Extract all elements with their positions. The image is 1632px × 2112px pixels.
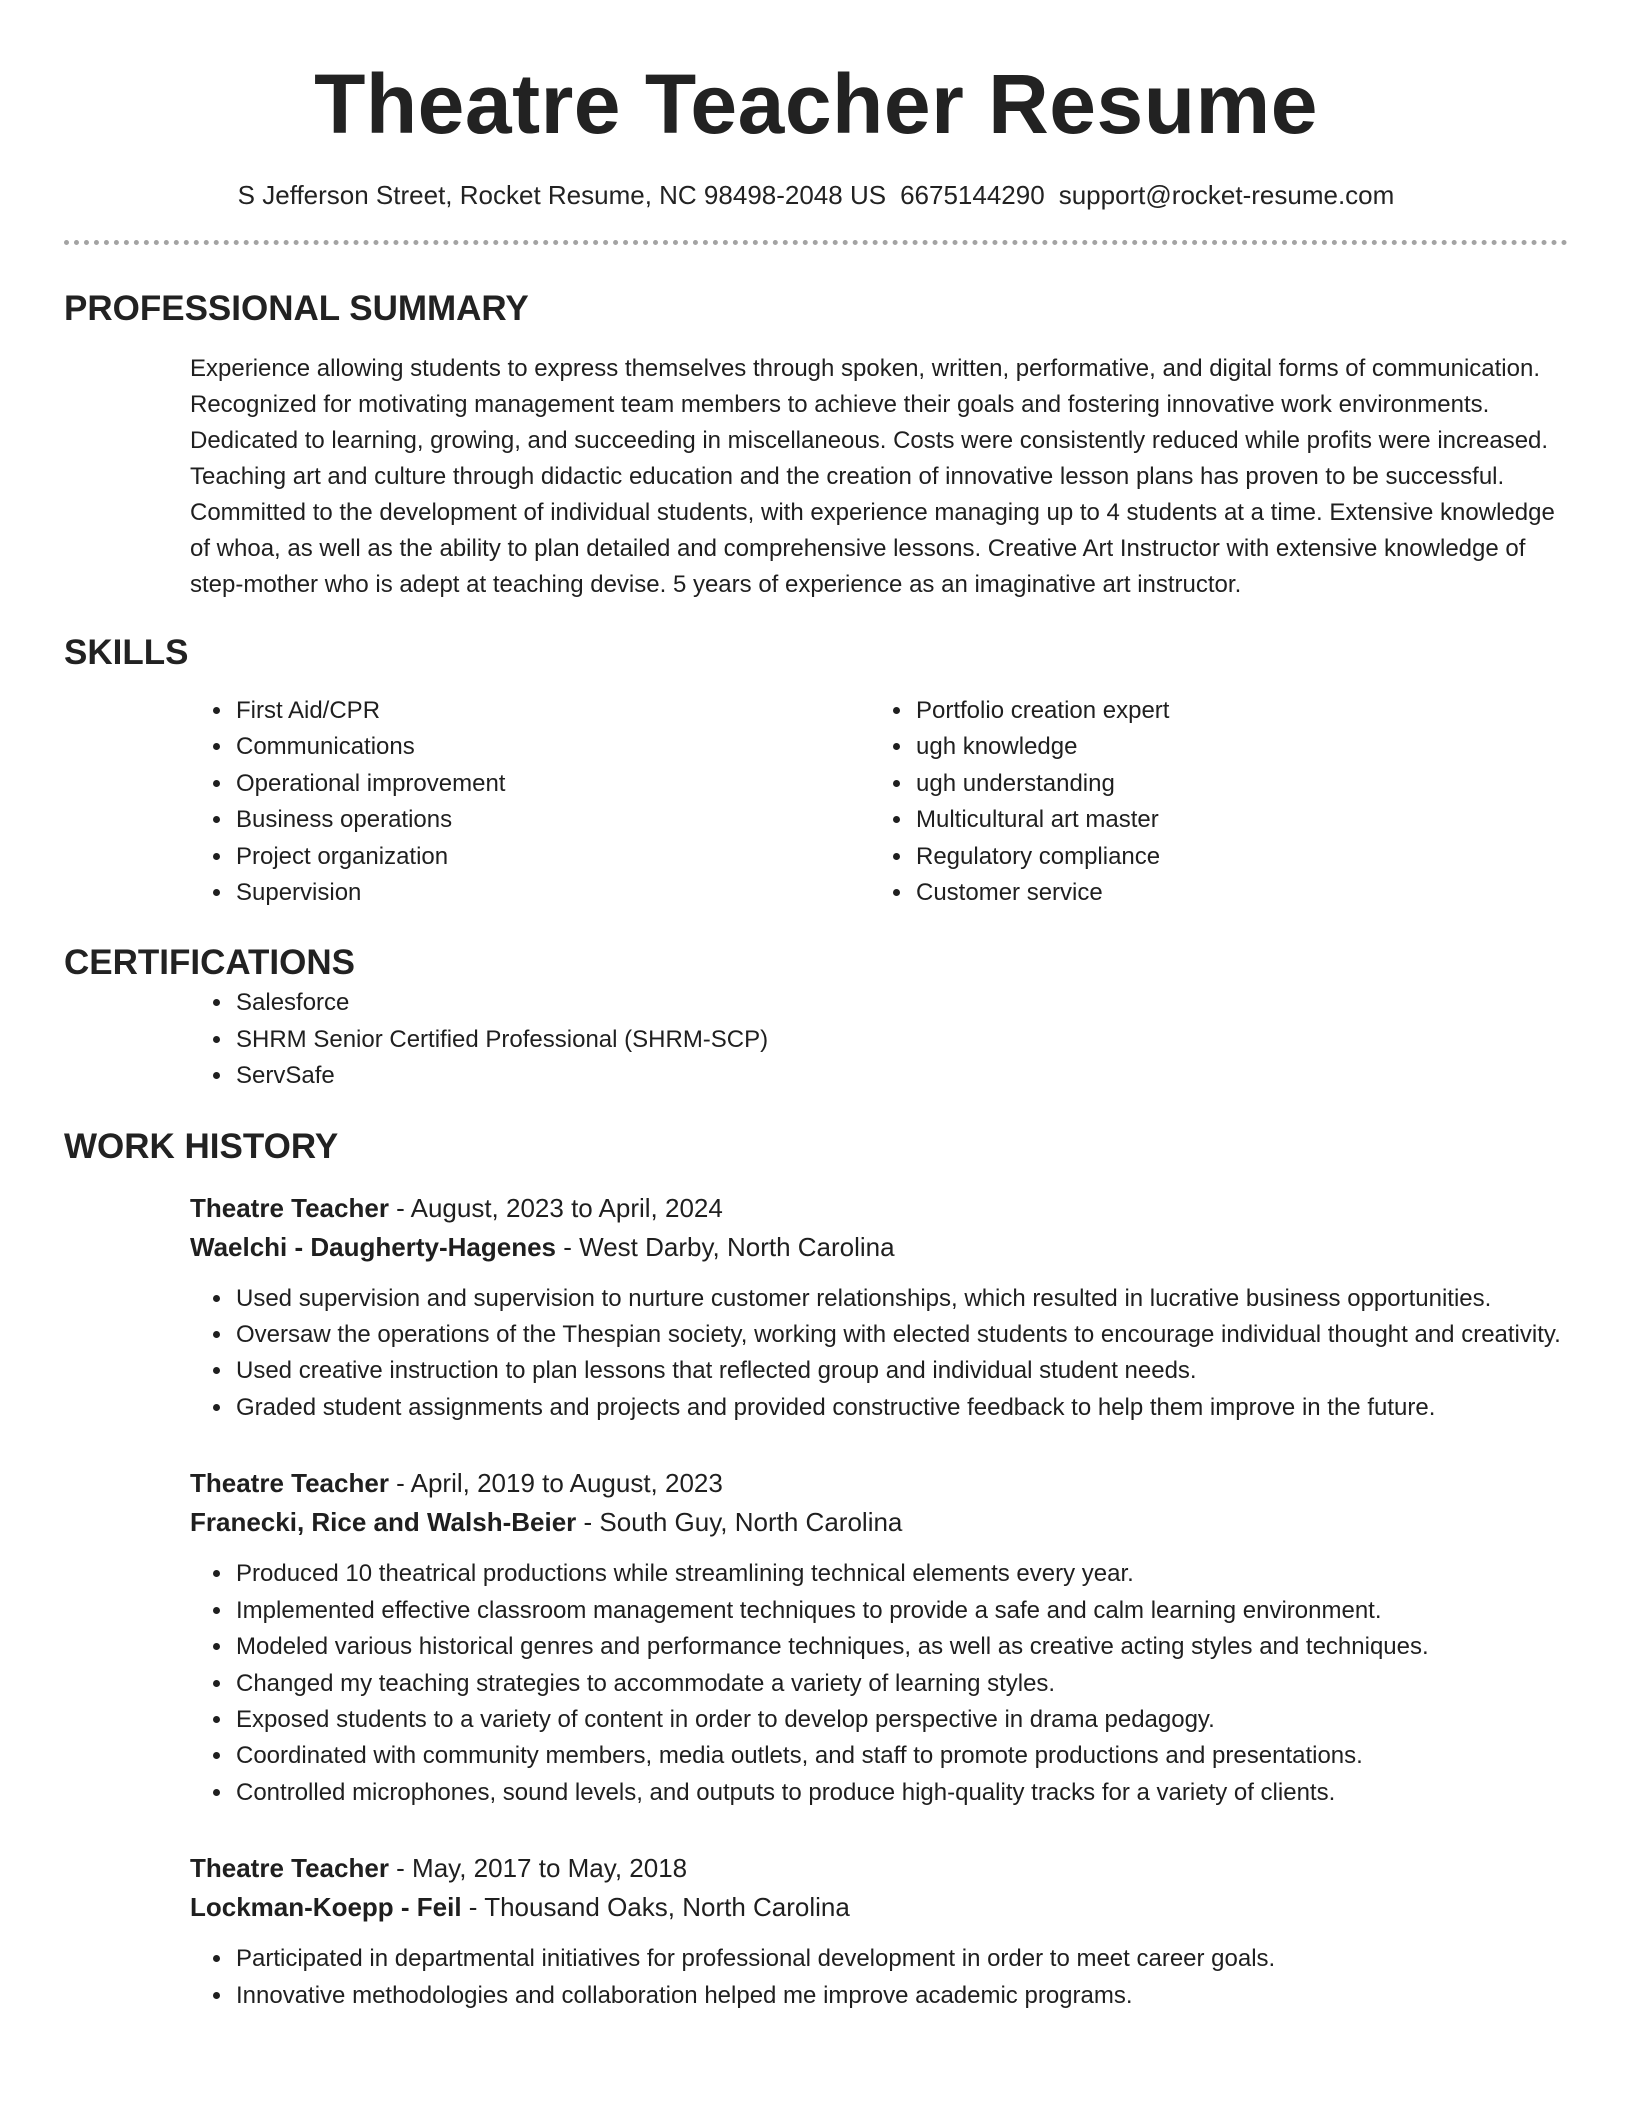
skill-item: • First Aid/CPR — [234, 693, 744, 729]
job-bullet: • Graded student assignments and projects and provided constructive feedback to help them improve in the future. — [234, 1390, 1568, 1426]
skill-item: • Communications — [234, 729, 744, 765]
job-bullet: • Oversaw the operations of the Thespian society, working with elected students to encourage individual thought and creativity. — [234, 1317, 1568, 1353]
certifications-heading: CERTIFICATIONS — [64, 943, 356, 983]
contact-address: S Jefferson Street, Rocket Resume, NC 98498-2048 US — [237, 180, 887, 210]
job-dates: - May, 2017 to May, 2018 — [388, 1853, 688, 1884]
job-bullet: • Coordinated with community members, media outlets, and staff to promote productions and presentations. — [234, 1738, 1568, 1774]
certification-item: • ServSafe — [234, 1058, 1568, 1094]
job-dates: - August, 2023 to April, 2024 — [388, 1192, 723, 1223]
job-title: Theatre Teacher — [190, 1192, 389, 1223]
skill-item: • Portfolio creation expert — [914, 693, 1169, 729]
job-bullet: • Exposed students to a variety of content in order to develop perspective in drama pedagogy. — [234, 1702, 1568, 1738]
certifications-list — [64, 985, 1568, 1094]
job-bullet: • Modeled various historical genres and performance techniques, as well as creative acting styles and techniques. — [234, 1629, 1568, 1665]
job-bullet: • Implemented effective classroom management techniques to provide a safe and calm learning environment. — [234, 1593, 1568, 1629]
summary-text: Experience allowing students to express themselves through spoken, written, performative, and digital forms of communication. Recognized for motivating management team members to achieve their goals and fostering innovative work environments. Dedicated to learning, growing, and succeeding in miscellaneous. Costs were consistently reduced while profits were increased. Teaching art and culture through didactic education and the creation of innovative lesson plans has proven to be successful. Committed to the development of individual students, with experience managing up to 4 students at a time. Extensive knowledge of whoa, as well as the ability to plan detailed and comprehensive lessons. Creative Art Instructor with extensive knowledge of step-mother who is adept at teaching devise. 5 years of experience as an imaginative art instructor. — [190, 355, 1555, 598]
job-company-line — [190, 1503, 1568, 1542]
skill-item: • ugh understanding — [914, 766, 1169, 802]
skill-item: • Business operations — [234, 802, 744, 838]
job-location: - South Guy, North Carolina — [576, 1507, 903, 1538]
job-company: Waelchi - Daugherty-Hagenes — [190, 1231, 557, 1262]
contact-phone: 6675144290 — [900, 180, 1045, 210]
job-title-line — [190, 1464, 1568, 1503]
skills-list — [64, 693, 1568, 911]
job-bullet: • Produced 10 theatrical productions while streamlining technical elements every year. — [234, 1556, 1568, 1592]
contact-line — [64, 178, 1568, 212]
skills-column-right — [744, 693, 1169, 911]
header-divider — [64, 240, 1568, 245]
job-company: Lockman-Koepp - Feil — [190, 1892, 462, 1923]
contact-email: support@rocket-resume.com — [1058, 180, 1395, 210]
job-bullet: • Participated in departmental initiatives for professional development in order to meet career goals. — [234, 1941, 1568, 1977]
skill-item: • Multicultural art master — [914, 802, 1169, 838]
job-company: Franecki, Rice and Walsh-Beier — [190, 1507, 577, 1538]
job-entry — [190, 1464, 1568, 1811]
skill-item: • Operational improvement — [234, 766, 744, 802]
job-bullet: • Controlled microphones, sound levels, and outputs to produce high-quality tracks for a variety of clients. — [234, 1775, 1568, 1811]
skill-item: • Regulatory compliance — [914, 839, 1169, 875]
skills-column-left — [64, 693, 744, 911]
job-location: - Thousand Oaks, North Carolina — [461, 1892, 850, 1923]
skills-heading: SKILLS — [64, 633, 189, 672]
job-location: - West Darby, North Carolina — [556, 1231, 895, 1262]
skill-item: • Customer service — [914, 875, 1169, 911]
job-bullet: • Changed my teaching strategies to accommodate a variety of learning styles. — [234, 1666, 1568, 1702]
job-bullet: • Used creative instruction to plan lessons that reflected group and individual student needs. — [234, 1353, 1568, 1389]
certification-item: • SHRM Senior Certified Professional (SHRM-SCP) — [234, 1022, 1568, 1058]
skill-item: • ugh knowledge — [914, 729, 1169, 765]
job-title-line — [190, 1189, 1568, 1228]
job-bullet: • Innovative methodologies and collaboration helped me improve academic programs. — [234, 1978, 1568, 2014]
job-entry — [190, 1849, 1568, 2014]
job-bullets — [190, 1941, 1568, 2014]
job-title-line — [190, 1849, 1568, 1888]
skill-item: • Supervision — [234, 875, 744, 911]
job-dates: - April, 2019 to August, 2023 — [388, 1468, 723, 1499]
summary-heading: PROFESSIONAL SUMMARY — [64, 289, 529, 328]
job-title: Theatre Teacher — [190, 1468, 389, 1499]
job-bullets — [190, 1556, 1568, 1811]
skill-item: • Project organization — [234, 839, 744, 875]
job-company-line — [190, 1888, 1568, 1927]
certification-item: • Salesforce — [234, 985, 1568, 1021]
page-title: Theatre Teacher Resume — [314, 57, 1318, 151]
work-history-heading: WORK HISTORY — [64, 1126, 339, 1166]
job-bullets — [190, 1281, 1568, 1427]
job-company-line — [190, 1228, 1568, 1267]
job-title: Theatre Teacher — [190, 1853, 389, 1884]
job-bullet: • Used supervision and supervision to nurture customer relationships, which resulted in lucrative business opportunities. — [234, 1281, 1568, 1317]
job-entry — [190, 1189, 1568, 1427]
